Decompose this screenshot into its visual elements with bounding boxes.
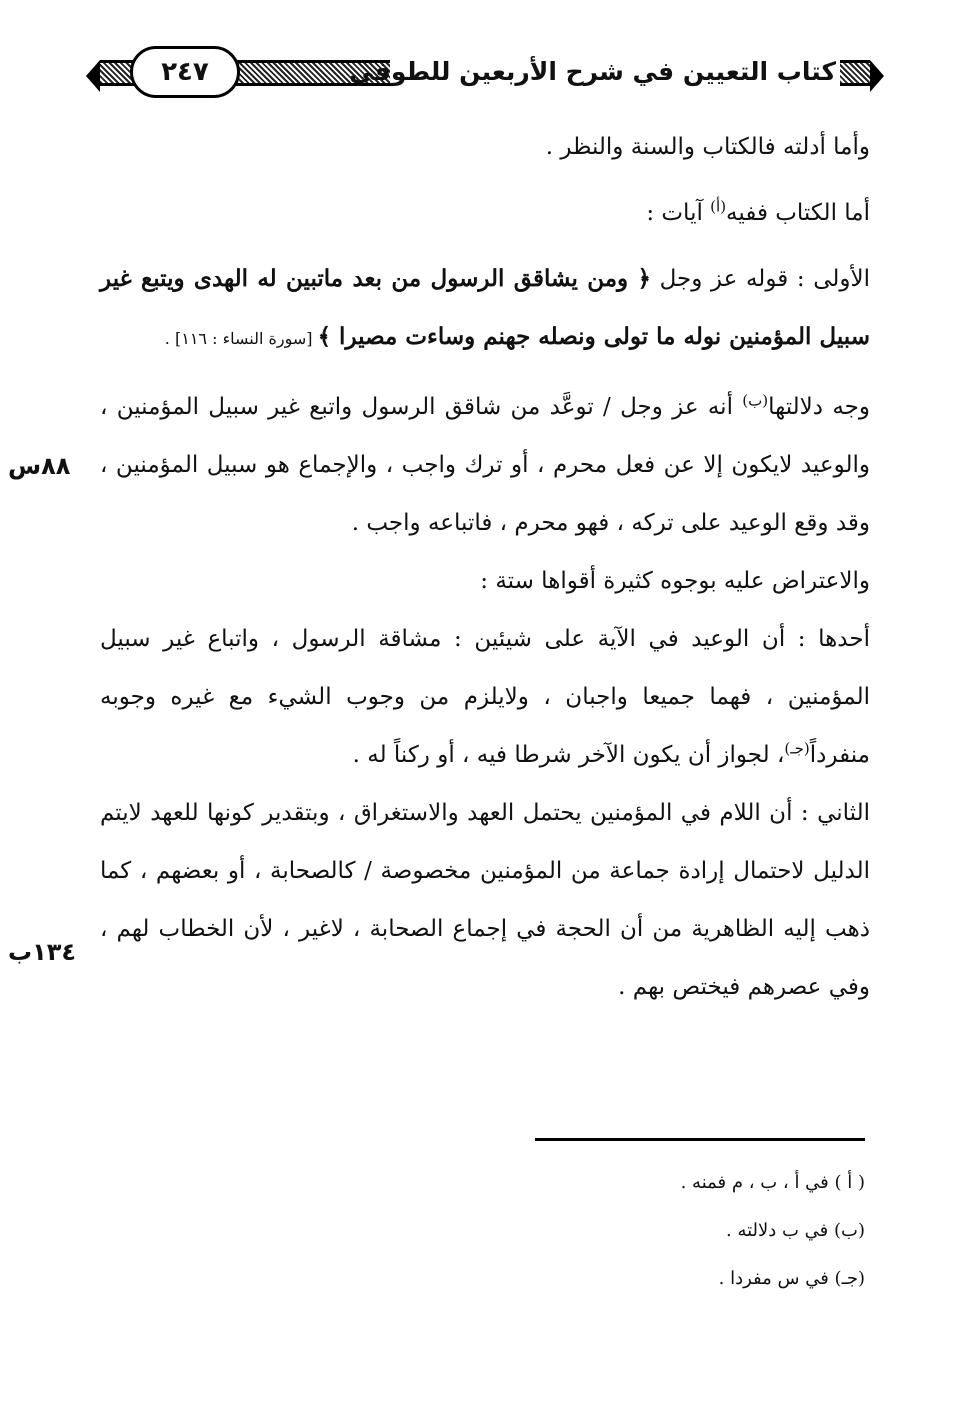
paragraph-first-verse bbox=[100, 250, 870, 368]
quran-verse: ﴿ ومن يشاقق الرسول من بعد ماتبين له الهدى ويتبع غير سبيل المؤمنين نوله ما تولى ونصله جهنم وساءت مصيرا ﴾ bbox=[100, 265, 870, 350]
paragraph-text: الثاني : أن اللام في المؤمنين يحتمل العهد والاستغراق ، وبتقدير كونها للعهد لايتم الدليل لاحتمال إرادة جماعة من المؤمنين مخصوصة / كالصحابة ، أو بعضهم ، كما ذهب إليه الظاهرية من أن الحجة في إجماع الصحابة ، لاغير ، لأن الخطاب لهم ، وفي عصرهم فيختص بهم . bbox=[100, 800, 870, 1000]
paragraph-objections-intro bbox=[100, 552, 870, 610]
paragraph-evidence-intro bbox=[100, 118, 870, 176]
page-number-frame bbox=[130, 46, 240, 98]
margin-note-folio-134b: ١٣٤ب bbox=[8, 938, 77, 966]
footnote-divider bbox=[535, 1138, 865, 1141]
paragraph-text: وجه دلالتها bbox=[768, 394, 870, 420]
paragraph-book-verses bbox=[100, 184, 870, 242]
footnote-ref-b[interactable]: (ب) bbox=[742, 391, 769, 410]
page-number: ٢٤٧ bbox=[161, 57, 209, 87]
margin-note-folio-88s: ٨٨س bbox=[8, 452, 71, 480]
main-text bbox=[100, 118, 870, 1016]
paragraph-objection-one bbox=[100, 610, 870, 784]
footnote-a: ( أ ) في أ ، ب ، م فمنه . bbox=[680, 1172, 865, 1193]
footnote-ref-c[interactable]: (جـ) bbox=[784, 739, 810, 758]
paragraph-text: وأما أدلته فالكتاب والسنة والنظر . bbox=[545, 134, 870, 160]
paragraph-text: ، لجواز أن يكون الآخر شرطا فيه ، أو ركناً له . bbox=[352, 742, 785, 768]
verse-citation: [سورة النساء : ١١٦] . bbox=[164, 329, 318, 348]
paragraph-text: آيات : bbox=[646, 200, 711, 226]
paragraph-text: والاعتراض عليه بوجوه كثيرة أقواها ستة : bbox=[480, 568, 870, 594]
paragraph-text: الأولى : قوله عز وجل bbox=[650, 266, 870, 292]
running-header bbox=[100, 40, 880, 106]
footnote-b: (ب) في ب دلالته . bbox=[726, 1220, 865, 1241]
header-ornament-right bbox=[840, 60, 870, 86]
paragraph-text: أنه عز وجل / توعَّد من شاقق الرسول واتبع غير سبيل المؤمنين ، والوعيد لايكون إلا عن فعل محرم ، أو ترك واجب ، والإجماع هو سبيل المؤمنين ، وقد وقع الوعيد على تركه ، فهو محرم ، فاتباعه واجب . bbox=[100, 394, 870, 536]
footnote-ref-a[interactable]: (أ) bbox=[710, 197, 727, 216]
book-title: كتاب التعيين في شرح الأربعين للطوفي bbox=[349, 57, 836, 86]
paragraph-text: أحدها : أن الوعيد في الآية على شيئين : مشاقة الرسول ، واتباع غير سبيل المؤمنين ، فهما جميعا واجبان ، ولايلزم من وجوب الشيء مع غيره وجوبه منفرداً bbox=[100, 626, 870, 768]
paragraph-evidence-reasoning bbox=[100, 378, 870, 552]
footnotes bbox=[520, 1172, 865, 1316]
paragraph-objection-two bbox=[100, 784, 870, 1016]
footnote-c: (جـ) في س مفردا . bbox=[718, 1268, 865, 1289]
paragraph-text: أما الكتاب ففيه bbox=[726, 200, 870, 226]
